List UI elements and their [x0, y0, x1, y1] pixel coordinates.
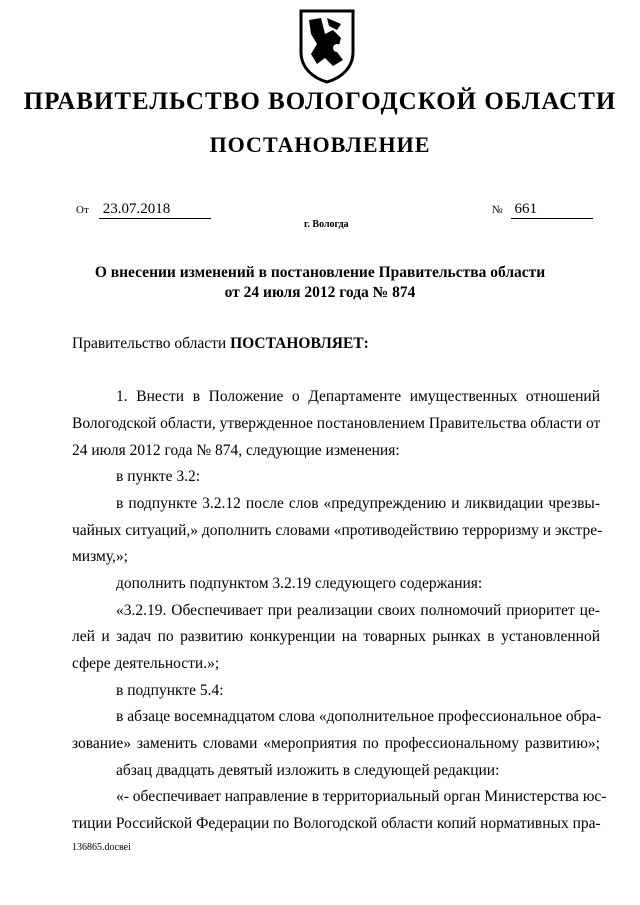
- body-line: лей и задач по развитию конкуренции на товарных рынках в установленной: [72, 628, 600, 645]
- coat-of-arms-emblem: [297, 8, 357, 84]
- intro-bold: ПОСТАНОВЛЯЕТ:: [230, 335, 369, 352]
- body-line: зование» заменить словами «мероприятия по профессиональному развитию»;: [72, 735, 600, 752]
- file-name-footer: 136865.docвei: [72, 842, 131, 853]
- city: г. Вологда: [304, 219, 349, 230]
- intro-paragraph: [72, 330, 369, 357]
- document-date: 23.07.2018: [99, 201, 211, 219]
- body-line: «- обеспечивает направление в территориальный орган Министерства юс-: [116, 788, 607, 805]
- body-line: сфере деятельности.»;: [72, 655, 220, 672]
- body-line: тиции Российской Федерации по Вологодской области копий нормативных пра-: [72, 815, 601, 832]
- body-line: в подпункте 3.2.12 после слов «предупреждению и ликвидации чрезвы-: [116, 495, 600, 512]
- government-title: ПРАВИТЕЛЬСТВО ВОЛОГОДСКОЙ ОБЛАСТИ: [23, 88, 617, 115]
- body-line: в пункте 3.2:: [116, 468, 201, 485]
- body-line: 24 июля 2012 года № 874, следующие изменения:: [72, 442, 400, 459]
- number-row: [492, 200, 593, 219]
- body-line: 1. Внести в Положение о Департаменте имущественных отношений: [116, 388, 600, 405]
- intro-text: Правительство области: [72, 335, 231, 352]
- body-line: чайных ситуаций,» дополнить словами «противодействию терроризму и экстре-: [72, 522, 603, 539]
- document-type: ПОСТАНОВЛЕНИЕ: [209, 132, 431, 157]
- body-line: мизму,»;: [72, 548, 128, 565]
- date-row: [76, 200, 211, 219]
- body-line: в подпункте 5.4:: [116, 682, 224, 699]
- body-line: Вологодской области, утвержденное постановлением Правительства области от: [72, 415, 601, 432]
- body-line: дополнить подпунктом 3.2.19 следующего содержания:: [116, 575, 483, 592]
- body-line: абзац двадцать девятый изложить в следующей редакции:: [116, 762, 500, 779]
- document-title-line-1: О внесении изменений в постановление Правительства области: [94, 264, 546, 281]
- document-title-line-2: от 24 июля 2012 года № 874: [224, 284, 416, 301]
- body-line: в абзаце восемнадцатом слова «дополнительное профессиональное обра-: [116, 708, 602, 725]
- body-line: «3.2.19. Обеспечивает при реализации своих полномочий приоритет це-: [116, 602, 600, 619]
- date-prefix: От: [76, 204, 89, 216]
- document-number: 661: [511, 201, 593, 219]
- number-prefix: №: [492, 204, 503, 216]
